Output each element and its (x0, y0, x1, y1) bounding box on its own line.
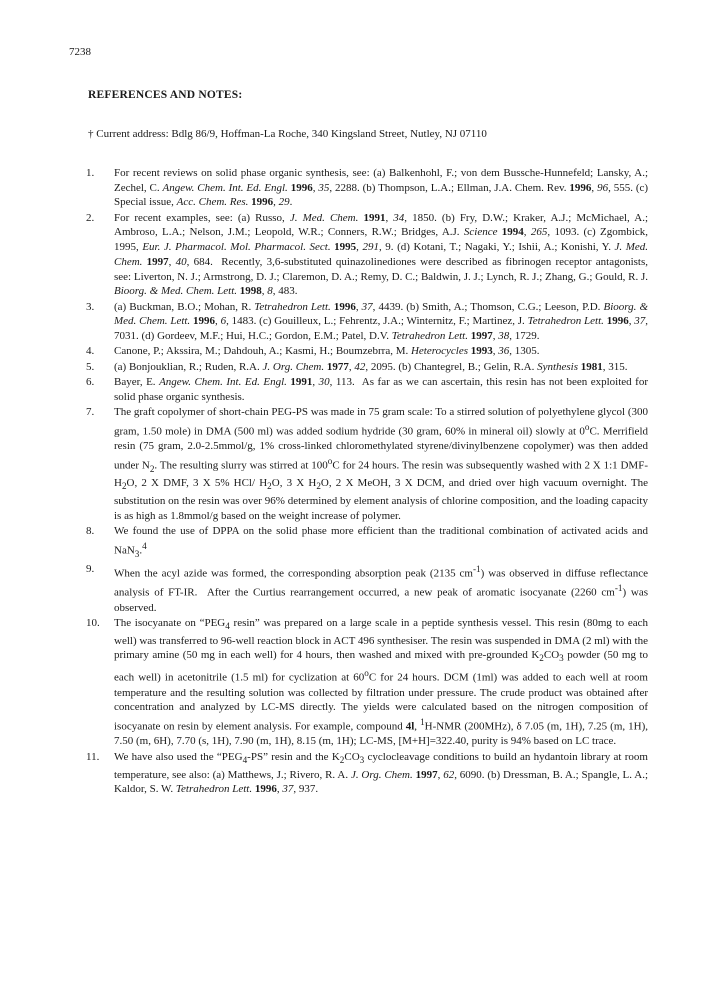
reference-number: 3. (86, 300, 95, 313)
reference-text: (a) Buckman, B.O.; Mohan, R. Tetrahedron Lett. 1996, 37, 4439. (b) Smith, A.; Thomson, C.G.; Leeson, P.D. Bioorg. & Med. Chem. Lett. 1996, 6, 1483. (c) Gouilleux, L.; Fehrentz, J.A.; Winternitz, F.; Martinez, J. Tetrahedron Lett. 1996, 37, 7031. (d) Gordeev, M.F.; Hui, H.C.; Gordon, E.M.; Patel, D.V. Tetrahedron Lett. 1997, 38, 1729. (114, 300, 649, 342)
reference-text: When the acyl azide was formed, the corresponding absorption peak (2135 $cm^{-1}$) was observed in diffuse reflectance analysis of FT-IR. After the Curtius rearrangement occurred, a new peak of aromatic isocyanate (2260 $cm^{-1}$) was observed. (114, 563, 648, 614)
reference-item (88, 405, 648, 524)
reference-number: 5. (86, 360, 95, 373)
reference-text: We have also used the “$PEG_4-PS$” resin and the $K_2CO_3$ cyclocleavage conditions to build an hydantoin library at room temperature, see also: (a) Matthews, J.; Rivero, R. A. J. Org. Chem. 1997, 62, 6090. (b) Dressman, B. A.; Spangle, L. A.; Kaldor, S. W. Tetrahedron Lett. 1996, 37, 937. (114, 750, 648, 796)
reference-number: 2. (86, 211, 95, 224)
section-heading: REFERENCES AND NOTES: (88, 89, 243, 101)
reference-text: The graft copolymer of short-chain PEG-PS was made in 75 gram scale: To a stirred solution of polyethylene glycol (300 gram, 1.50 mole) in DMA (500 ml) was added sodium hydride (30 gram, 60% in mineral oil) slowly at 0$^o$C. Merrifield resin (75 gram, 2.0-2.5mmol/g, 1% cross-linked chloromethylated styrene/divinylbenzene copolymer) was then added under $N_2$. The resulting slurry was stirred at 100$^o$C for 24 hours. The resin was subsequently washed with 2 X 1:1 DMF-$H_2O$, 2 X DMF, 3 X 5% HCl/ $H_2O$, 3 X $H_2O$, 2 X MeOH, 3 X DCM, and dried over high vacuum overnight. The substitution on the resin was over 96% determined by element analysis of chlorine composition, and the loading capacity is as high as 1.8mmol/g based on the weight increase of polymer. (114, 405, 648, 522)
reference-text: For recent reviews on solid phase organic synthesis, see: (a) Balkenhohl, F.; von dem Bussche-Hunnefeld; Lansky, A.; Zechel, C. Angew. Chem. Int. Ed. Engl. 1996, 35, 2288. (b) Thompson, L.A.; Ellman, J.A. Chem. Rev. 1996, 96, 555. (c) Special issue, Acc. Chem. Res. 1996, 29. (114, 167, 649, 209)
reference-text: The isocyanate on “$PEG_4$ resin” was prepared on a large scale in a peptide synthesis vessel. This resin (80mg to each well) was transferred to 96-well reaction block in ACT 496 synthesiser. The resin was suspended in DMA (2 ml) with the primary amine (50 mg in each well) for 4 hours, then washed and mixed with pre-grounded $K_2CO_3$ powder (50 mg to each well) in acetonitrile (1.5 ml) for cyclization at 60$^o$C for 24 hours. DCM (1ml) was added to each well at room temperature and the resulting solution was collected by filtration under pressure. The crude product was obtained after concentration and analyzed by LC-MS directly. The yields were calculated based on the nitrogen composition of isocyanate on resin by element analysis. For example, compound 4l, $^1$H-NMR (200MHz), δ 7.05 (m, 1H), 7.25 (m, 1H), 7.50 (m, 6H), 7.70 (s, 1H), 7.90 (m, 1H), 8.15 (m, 1H); LC-MS, [M+H]=322.40, purity is 94% based on LC trace. (114, 616, 649, 748)
reference-item (88, 524, 648, 561)
reference-item (88, 375, 648, 404)
reference-number: 8. (86, 525, 95, 538)
reference-item (88, 211, 648, 299)
reference-text: (a) Bonjouklian, R.; Ruden, R.A. J. Org. Chem. 1977, 42, 2095. (b) Chantegrel, B.; Gelin, R.A. Synthesis 1981, 315. (114, 360, 628, 373)
reference-number: 4. (86, 345, 95, 358)
reference-item (88, 616, 648, 749)
reference-item (88, 750, 648, 797)
reference-number: 6. (86, 375, 95, 388)
reference-number: 9. (86, 562, 95, 575)
reference-text: We found the use of DPPA on the solid phase more efficient than the traditional combination of activated acids and NaN$_3$.$^4$ (114, 525, 648, 559)
reference-number: 11. (86, 750, 100, 763)
reference-text: For recent examples, see: (a) Russo, J. Med. Chem. 1991, 34, 1850. (b) Fry, D.W.; Kraker, A.J.; McMichael, A.; Ambroso, L.A.; Nelson, J.M.; Leopold, W.R.; Conners, R.W.; Bridges, A.J. Science 1994, 265, 1093. (c) Zgombick, 1995, Eur. J. Pharmacol. Mol. Pharmacol. Sect. 1995, 291, 9. (d) Kotani, T.; Nagaki, Y.; Ishii, A.; Konishi, Y. J. Med. Chem. 1997, 40, 684. Recently, 3,6-substituted quinazolinediones were described as fibrinogen receptor antagonists, see: Liverton, N. J.; Armstrong, D. J.; Claremon, D. A.; Remy, D. C.; Baldwin, J. J.; Lynch, R. J.; Zhang, G.; Gould, R. J. Bioorg. & Med. Chem. Lett. 1998, 8, 483. (114, 211, 649, 298)
reference-number: 1. (86, 167, 95, 179)
reference-text: Bayer, E. Angew. Chem. Int. Ed. Engl. 1991, 30, 113. As far as we can ascertain, this resin has not been exploited for solid phase organic synthesis. (114, 375, 649, 403)
reference-item (88, 166, 648, 210)
reference-text: Canone, P.; Akssira, M.; Dahdouh, A.; Kasmi, H.; Boumzebrra, M. Heterocycles 1993, 36, 1305. (114, 345, 540, 358)
reference-item (88, 300, 648, 344)
reference-list (88, 166, 648, 798)
reference-item (88, 562, 648, 615)
page-number: 7238 (69, 46, 91, 58)
reference-item (88, 344, 648, 359)
reference-item (88, 360, 648, 375)
current-address-note: † Current address: Bdlg 86/9, Hoffman-La Roche, 340 Kingsland Street, Nutley, NJ 07110 (88, 128, 487, 140)
reference-number: 10. (86, 616, 100, 629)
reference-number: 7. (86, 405, 95, 418)
